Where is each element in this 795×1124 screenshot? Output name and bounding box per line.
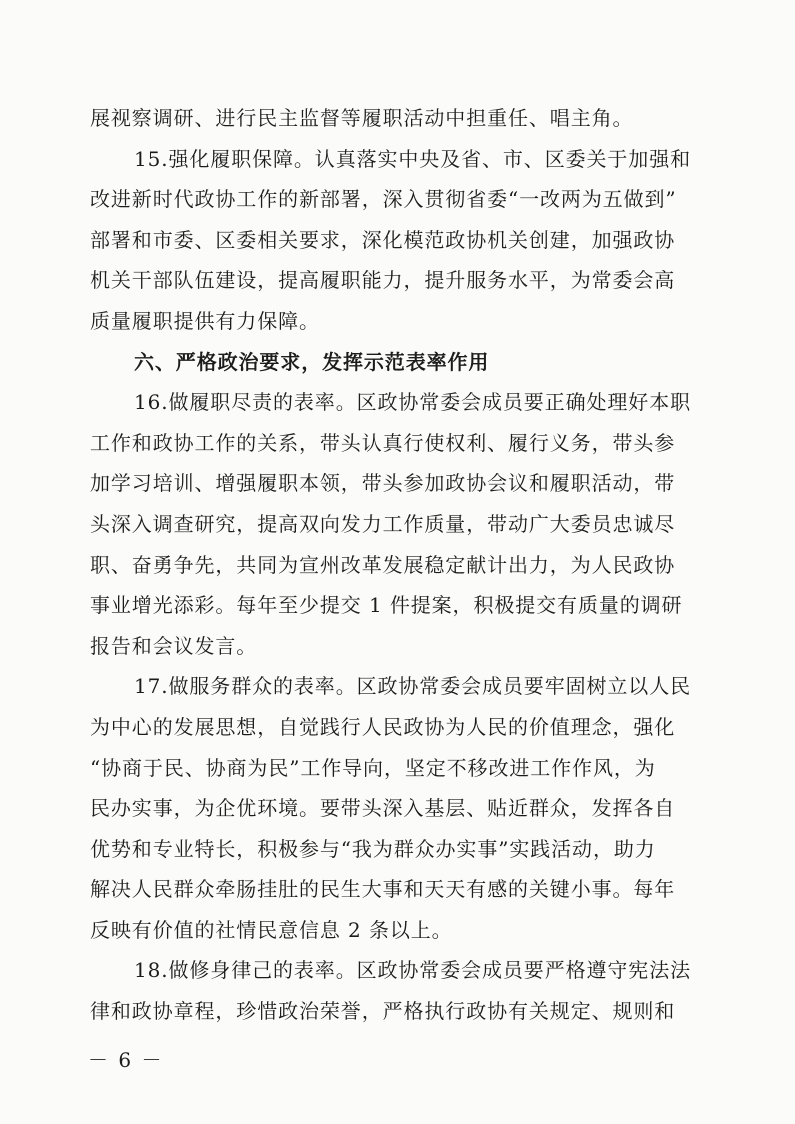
text-line: 改进新时代政协工作的新部署，深入贯彻省委“一改两为五做到” [90, 187, 677, 212]
page-number: － 6 － [88, 1048, 164, 1072]
text-line: 解决人民群众牵肠挂肚的民生大事和天天有感的关键小事。每年 [90, 877, 676, 902]
text-line: 17.做服务群众的表率。区政协常委会成员要牢固树立以人民 [134, 674, 692, 699]
text-line: 民办实事，为企优环境。要带头深入基层、贴近群众，发挥各自 [90, 796, 676, 821]
text-line: 质量履职提供有力保障。 [90, 308, 320, 333]
text-line: 职、奋勇争先，共同为宣州改革发展稳定献计出力，为人民政协 [90, 552, 676, 577]
text-line: 部署和市委、区委相关要求，深化模范政协机关创建，加强政协 [90, 227, 676, 252]
text-line: 反映有价值的社情民意信息 2 条以上。 [90, 917, 453, 942]
text-line: 16.做履职尽责的表率。区政协常委会成员要正确处理好本职 [134, 390, 692, 415]
text-line: 头深入调查研究，提高双向发力工作质量，带动广大委员忠诚尽 [90, 511, 676, 536]
text-line: 15.强化履职保障。认真落实中央及省、市、区委关于加强和 [134, 146, 692, 171]
text-line: “协商于民、协商为民”工作导向，坚定不移改进工作作风，为 [90, 755, 656, 780]
text-line: 展视察调研、进行民主监督等履职活动中担重任、唱主角。 [90, 106, 634, 130]
text-line: 事业增光添彩。每年至少提交 1 件提案，积极提交有质量的调研 [90, 593, 683, 618]
text-line: 加学习培训、增强履职本领，带头参加政协会议和履职活动，带 [90, 471, 676, 496]
text-line: 工作和政协工作的关系，带头认真行使权利、履行义务，带头参 [90, 430, 676, 455]
text-line: 机关干部队伍建设，提高履职能力，提升服务水平，为常委会高 [90, 268, 676, 293]
text-line: 报告和会议发言。 [90, 633, 258, 658]
text-line: 为中心的发展思想，自觉践行人民政协为人民的价值理念，强化 [90, 714, 676, 739]
text-line: 优势和专业特长，积极参与“我为群众办实事”实践活动，助力 [90, 836, 656, 861]
document-body [90, 98, 700, 1032]
section-heading: 六、严格政治要求，发挥示范表率作用 [134, 349, 490, 374]
text-line: 律和政协章程，珍惜政治荣誉，严格执行政协有关规定、规则和 [90, 999, 676, 1024]
text-line: 18.做修身律己的表率。区政协常委会成员要严格遵守宪法法 [134, 958, 692, 983]
